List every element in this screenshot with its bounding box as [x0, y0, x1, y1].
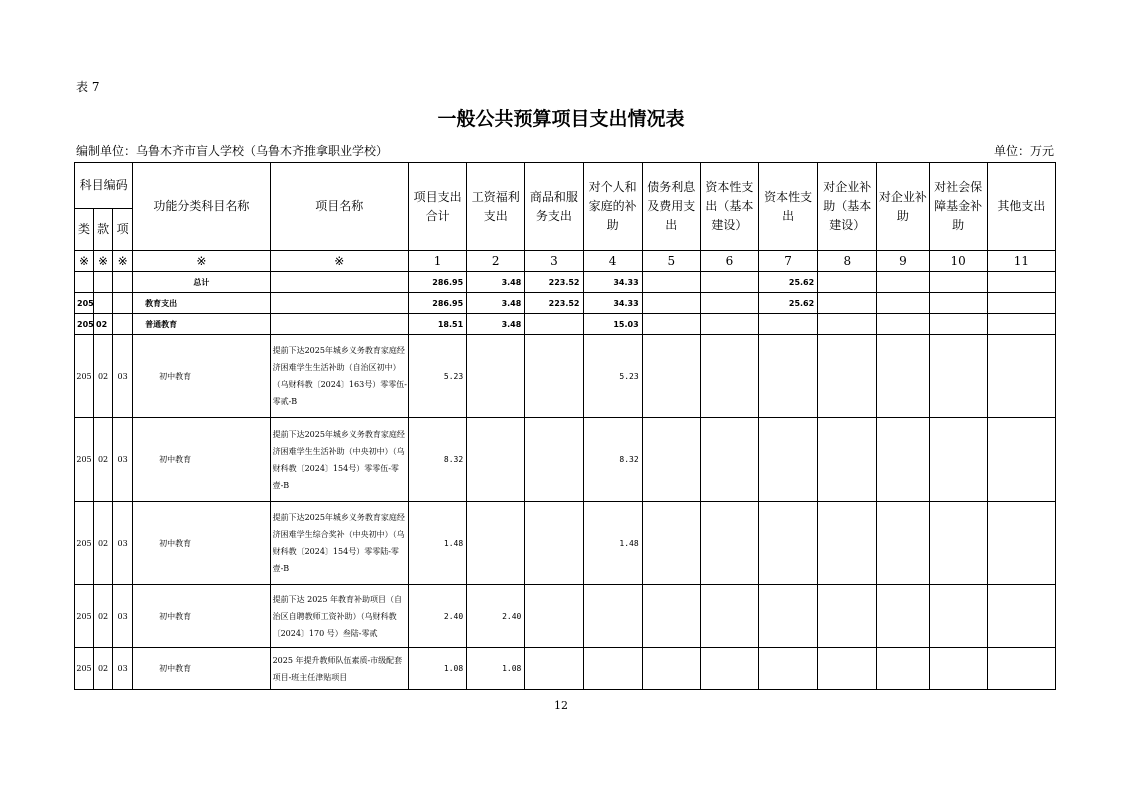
table-row	[75, 648, 1056, 690]
header-col-9: 对企业补助	[877, 163, 929, 251]
mark-xiang: ※	[113, 251, 133, 272]
cell-value-col-11	[987, 585, 1055, 648]
cell-value-col-6	[700, 293, 758, 314]
cell-value-col-11	[987, 502, 1055, 585]
table-row	[75, 502, 1056, 585]
cell-value-col-6	[700, 418, 758, 502]
cell-value-col-3	[525, 585, 583, 648]
cell-func-name: 教育支出	[133, 293, 270, 314]
mark-func: ※	[133, 251, 270, 272]
table-body	[75, 272, 1056, 690]
cell-value-col-10	[929, 648, 987, 690]
cell-proj-name	[270, 272, 408, 293]
cell-value-col-4: 1.48	[583, 502, 642, 585]
cell-value-col-11	[987, 418, 1055, 502]
cell-value-col-2	[467, 502, 525, 585]
cell-value-col-9	[877, 502, 929, 585]
num-col-8: 8	[818, 251, 877, 272]
cell-value-col-6	[700, 502, 758, 585]
num-col-7: 7	[759, 251, 818, 272]
page-number: 12	[554, 699, 568, 712]
num-col-10: 10	[929, 251, 987, 272]
table-label: 表 7	[76, 80, 100, 94]
org-label: 编制单位：乌鲁木齐市盲人学校（乌鲁木齐推拿职业学校）	[76, 144, 389, 158]
cell-value-col-3: 223.52	[525, 293, 583, 314]
cell-kuan: 02	[94, 314, 113, 335]
cell-value-col-1: 286.95	[408, 293, 466, 314]
cell-value-col-9	[877, 314, 929, 335]
cell-value-col-4	[583, 585, 642, 648]
cell-value-col-8	[818, 293, 877, 314]
cell-value-col-7: 25.62	[759, 272, 818, 293]
cell-value-col-5	[642, 293, 700, 314]
num-col-3: 3	[525, 251, 583, 272]
cell-value-col-2: 1.08	[467, 648, 525, 690]
cell-value-col-8	[818, 585, 877, 648]
cell-value-col-2: 3.48	[467, 314, 525, 335]
cell-func-name: 初中教育	[133, 585, 270, 648]
table-row	[75, 314, 1056, 335]
table-row	[75, 585, 1056, 648]
cell-xiang: 03	[113, 335, 133, 418]
cell-value-col-3	[525, 648, 583, 690]
header-col-5: 债务利息及费用支出	[642, 163, 700, 251]
num-col-2: 2	[467, 251, 525, 272]
cell-value-col-6	[700, 585, 758, 648]
cell-kuan: 02	[94, 418, 113, 502]
cell-lei: 205	[75, 335, 94, 418]
cell-value-col-4: 34.33	[583, 293, 642, 314]
cell-kuan: 02	[94, 502, 113, 585]
cell-func-name: 初中教育	[133, 335, 270, 418]
header-proj-name: 项目名称	[270, 163, 408, 251]
header-kuan: 款	[94, 209, 113, 251]
cell-value-col-5	[642, 335, 700, 418]
cell-value-col-10	[929, 293, 987, 314]
header-col-10: 对社会保障基金补助	[929, 163, 987, 251]
cell-xiang: 03	[113, 585, 133, 648]
cell-value-col-9	[877, 272, 929, 293]
table-row	[75, 418, 1056, 502]
cell-proj-name: 提前下达2025年城乡义务教育家庭经济困难学生综合奖补（中央初中）（乌财科教〔2024〕154号）零零陆-零壹-B	[270, 502, 408, 585]
cell-lei: 205	[75, 314, 94, 335]
cell-value-col-1: 5.23	[408, 335, 466, 418]
header-col-11: 其他支出	[987, 163, 1055, 251]
header-col-4: 对个人和家庭的补助	[583, 163, 642, 251]
num-col-1: 1	[408, 251, 466, 272]
cell-value-col-3	[525, 418, 583, 502]
cell-value-col-7: 25.62	[759, 293, 818, 314]
cell-proj-name: 提前下达2025年城乡义务教育家庭经济困难学生生活补助（中央初中）（乌财科教〔2024〕154号）零零伍-零壹-B	[270, 418, 408, 502]
cell-proj-name: 2025 年提升教师队伍素质-市级配套项目-班主任津贴项目	[270, 648, 408, 690]
cell-value-col-7	[759, 585, 818, 648]
cell-lei: 205	[75, 293, 94, 314]
cell-lei: 205	[75, 585, 94, 648]
cell-xiang	[113, 314, 133, 335]
cell-lei: 205	[75, 648, 94, 690]
cell-value-col-3	[525, 502, 583, 585]
cell-value-col-1: 18.51	[408, 314, 466, 335]
table-row	[75, 272, 1056, 293]
header-col-8: 对企业补助（基本建设）	[818, 163, 877, 251]
cell-value-col-5	[642, 272, 700, 293]
cell-xiang	[113, 272, 133, 293]
cell-value-col-4: 8.32	[583, 418, 642, 502]
header-col-3: 商品和服务支出	[525, 163, 583, 251]
cell-value-col-8	[818, 648, 877, 690]
num-col-5: 5	[642, 251, 700, 272]
header-col-6: 资本性支出（基本建设）	[700, 163, 758, 251]
cell-proj-name: 提前下达 2025 年教育补助项目（自治区自聘教师工资补助）（乌财科教〔2024〕170 号）叁陆-零贰	[270, 585, 408, 648]
cell-value-col-8	[818, 502, 877, 585]
cell-value-col-1: 286.95	[408, 272, 466, 293]
num-col-9: 9	[877, 251, 929, 272]
cell-value-col-2: 2.40	[467, 585, 525, 648]
cell-value-col-2: 3.48	[467, 293, 525, 314]
cell-kuan	[94, 272, 113, 293]
mark-kuan: ※	[94, 251, 113, 272]
cell-value-col-4	[583, 648, 642, 690]
cell-value-col-7	[759, 648, 818, 690]
cell-func-name: 普通教育	[133, 314, 270, 335]
cell-value-col-8	[818, 314, 877, 335]
cell-value-col-9	[877, 585, 929, 648]
cell-kuan: 02	[94, 335, 113, 418]
cell-value-col-2	[467, 418, 525, 502]
cell-func-name: 总计	[133, 272, 270, 293]
cell-value-col-5	[642, 648, 700, 690]
cell-value-col-11	[987, 314, 1055, 335]
cell-value-col-11	[987, 293, 1055, 314]
cell-value-col-7	[759, 418, 818, 502]
cell-value-col-8	[818, 335, 877, 418]
header-code-group: 科目编码	[75, 163, 133, 209]
cell-value-col-6	[700, 335, 758, 418]
cell-value-col-10	[929, 502, 987, 585]
cell-kuan: 02	[94, 585, 113, 648]
cell-value-col-9	[877, 335, 929, 418]
cell-kuan: 02	[94, 648, 113, 690]
cell-xiang	[113, 293, 133, 314]
cell-value-col-2: 3.48	[467, 272, 525, 293]
table-row	[75, 293, 1056, 314]
cell-value-col-3	[525, 314, 583, 335]
cell-value-col-4: 34.33	[583, 272, 642, 293]
cell-value-col-10	[929, 314, 987, 335]
cell-value-col-8	[818, 272, 877, 293]
num-col-6: 6	[700, 251, 758, 272]
cell-value-col-4: 15.03	[583, 314, 642, 335]
cell-value-col-3: 223.52	[525, 272, 583, 293]
cell-value-col-1: 8.32	[408, 418, 466, 502]
cell-value-col-3	[525, 335, 583, 418]
cell-xiang: 03	[113, 502, 133, 585]
cell-value-col-4: 5.23	[583, 335, 642, 418]
cell-value-col-10	[929, 335, 987, 418]
cell-value-col-6	[700, 272, 758, 293]
header-lei: 类	[75, 209, 94, 251]
cell-value-col-5	[642, 502, 700, 585]
cell-lei: 205	[75, 502, 94, 585]
cell-func-name: 初中教育	[133, 502, 270, 585]
cell-value-col-2	[467, 335, 525, 418]
header-func-name: 功能分类科目名称	[133, 163, 270, 251]
cell-value-col-11	[987, 648, 1055, 690]
header-col-7: 资本性支出	[759, 163, 818, 251]
cell-value-col-11	[987, 272, 1055, 293]
header-xiang: 项	[113, 209, 133, 251]
cell-value-col-6	[700, 314, 758, 335]
cell-value-col-6	[700, 648, 758, 690]
budget-table	[74, 162, 1056, 690]
cell-proj-name: 提前下达2025年城乡义务教育家庭经济困难学生生活补助（自治区初中）（乌财科教〔2024〕163号）零零伍-零贰-B	[270, 335, 408, 418]
cell-value-col-7	[759, 314, 818, 335]
cell-proj-name	[270, 293, 408, 314]
table-row	[75, 335, 1056, 418]
cell-value-col-10	[929, 585, 987, 648]
mark-lei: ※	[75, 251, 94, 272]
cell-kuan	[94, 293, 113, 314]
cell-value-col-1: 1.48	[408, 502, 466, 585]
cell-value-col-5	[642, 585, 700, 648]
cell-func-name: 初中教育	[133, 418, 270, 502]
cell-value-col-9	[877, 418, 929, 502]
num-col-11: 11	[987, 251, 1055, 272]
header-col-2: 工资福利支出	[467, 163, 525, 251]
header-col-1: 项目支出合计	[408, 163, 466, 251]
cell-value-col-7	[759, 502, 818, 585]
cell-value-col-7	[759, 335, 818, 418]
cell-proj-name	[270, 314, 408, 335]
page-title: 一般公共预算项目支出情况表	[437, 108, 685, 130]
cell-value-col-5	[642, 314, 700, 335]
cell-value-col-11	[987, 335, 1055, 418]
mark-proj: ※	[270, 251, 408, 272]
unit-label: 单位：万元	[993, 144, 1054, 158]
cell-value-col-10	[929, 272, 987, 293]
cell-func-name: 初中教育	[133, 648, 270, 690]
cell-xiang: 03	[113, 648, 133, 690]
num-col-4: 4	[583, 251, 642, 272]
cell-lei	[75, 272, 94, 293]
cell-value-col-9	[877, 648, 929, 690]
cell-value-col-1: 2.40	[408, 585, 466, 648]
cell-lei: 205	[75, 418, 94, 502]
cell-value-col-5	[642, 418, 700, 502]
cell-xiang: 03	[113, 418, 133, 502]
cell-value-col-9	[877, 293, 929, 314]
cell-value-col-8	[818, 418, 877, 502]
cell-value-col-1: 1.08	[408, 648, 466, 690]
cell-value-col-10	[929, 418, 987, 502]
